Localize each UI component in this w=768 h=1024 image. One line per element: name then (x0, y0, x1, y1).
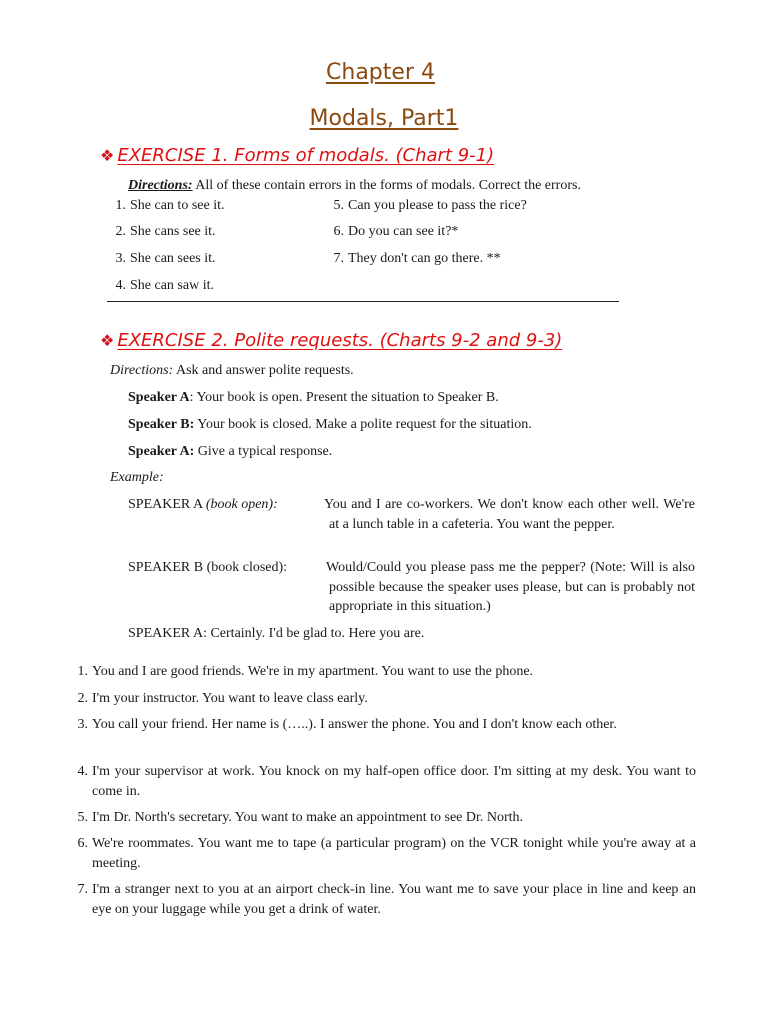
exercise2-heading: ❖ EXERCISE 2. Polite requests. (Charts 9-2 and 9-3) (100, 330, 563, 351)
role-speaker-b: Speaker B: Your book is closed. Make a polite request for the situation. (128, 417, 532, 432)
role-speaker-a-response: Speaker A: Give a typical response. (128, 444, 333, 459)
exercise1-item: 3. She can sees it. (115, 251, 216, 266)
exercise1-heading: ❖ EXERCISE 1. Forms of modals. (Chart 9-1) (100, 145, 495, 166)
example-speaker-a-response: SPEAKER A: Certainly. I'd be glad to. Here you are. (128, 626, 425, 641)
task-item: 2. I'm your instructor. You want to leave class early. (77, 691, 368, 706)
diamond-bullet-icon: ❖ (100, 331, 115, 350)
exercise1-item: 4. She can saw it. (115, 278, 214, 293)
task-item: 3. You call your friend. Her name is (…..). I answer the phone. You and I don't know each other. (77, 717, 617, 732)
chapter-subtitle (0, 106, 768, 131)
exercise1-item: 2. She cans see it. (115, 224, 216, 239)
exercise1-item: 6. Do you can see it?* (333, 224, 459, 239)
exercise1-directions: Directions: All of these contain errors in the forms of modals. Correct the errors. (128, 178, 581, 193)
task-item: 6. We're roommates. You want me to tape (a particular program) on the VCR tonight while you're away at a meeting. (77, 836, 696, 871)
task-item: 1. You and I are good friends. We're in my apartment. You want to use the phone. (77, 664, 534, 679)
chapter-title-text: Chapter 4 (326, 60, 435, 85)
task-item: 4. I'm your supervisor at work. You knock on my half-open office door. I'm sitting at my desk. You want to come in. (77, 764, 696, 799)
example-speaker-b-text: Would/Could you please pass me the pepper? (Note: Will is also possible because the speaker uses please, but can is probably not appropriate in this situation.) (326, 560, 695, 614)
diamond-bullet-icon: ❖ (100, 146, 115, 165)
task-item: 7. I'm a stranger next to you at an airport check-in line. You want me to save your place in line and keep an eye on your luggage while you get a drink of water. (77, 882, 696, 917)
example-speaker-a-text: You and I are co-workers. We don't know each other well. We're at a lunch table in a cafeteria. You want the pepper. (324, 497, 695, 532)
chapter-title (0, 60, 768, 85)
example-speaker-b-label: SPEAKER B (book closed): (128, 560, 288, 575)
task-item: 5. I'm Dr. North's secretary. You want to make an appointment to see Dr. North. (77, 810, 524, 825)
exercise2-directions: Directions: Ask and answer polite requests. (110, 363, 354, 378)
exercise1-item: 7. They don't can go there. ** (333, 251, 501, 266)
exercise1-item: 1. She can to see it. (115, 198, 225, 213)
exercise1-item: 5. Can you please to pass the rice? (333, 198, 527, 213)
section-divider (107, 301, 619, 302)
example-speaker-a-label: SPEAKER A (book open): (128, 497, 278, 512)
example-label: Example: (110, 470, 164, 485)
role-speaker-a: Speaker A: Your book is open. Present the situation to Speaker B. (128, 390, 499, 405)
chapter-subtitle-text: Modals, Part1 (309, 106, 459, 131)
